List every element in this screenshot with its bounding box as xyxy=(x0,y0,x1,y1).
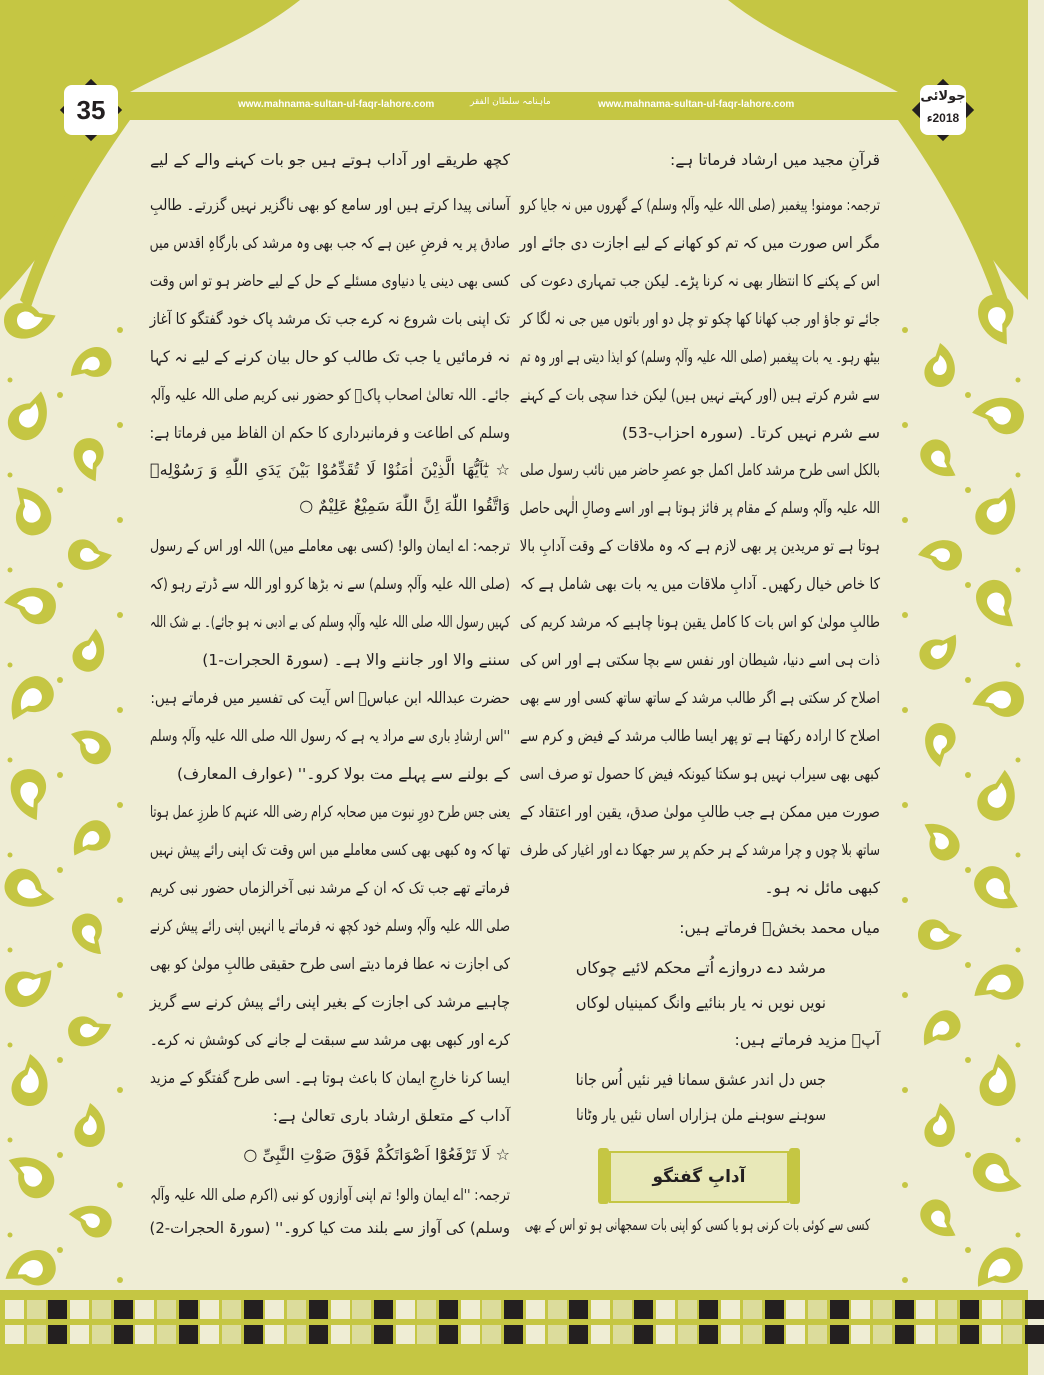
checker-square xyxy=(548,1300,567,1319)
text-line: وسلم کی اطاعت و فرمانبرداری کا حکم ان الفاظ میں فرماتا ہے: xyxy=(149,424,510,442)
checker-square xyxy=(179,1300,198,1319)
text-line: ہوتا ہے تو مریدین پر بھی لازم ہے کہ وہ ملاقات کے وقت آدابِ بالا xyxy=(519,537,880,555)
text-line: آسانی پیدا کرتے ہیں اور سامع کو بھی ناگزیر نہیں گزرتے۔ طالبِ xyxy=(149,196,510,214)
checker-square xyxy=(287,1325,306,1344)
checker-square xyxy=(895,1300,914,1319)
checker-square xyxy=(92,1325,111,1344)
text-line: نہ فرمائیں یا جب تک طالب کو حال بیان کرنے کے لیے نہ کہا xyxy=(149,348,510,366)
checker-square xyxy=(287,1300,306,1319)
checker-square xyxy=(92,1300,111,1319)
text-line: صادق پر یہ فرضِ عین ہے کہ جب بھی وہ مرشد کی بارگاہِ اقدس میں xyxy=(149,234,510,252)
checker-square xyxy=(613,1325,632,1344)
right-paisley-border xyxy=(902,289,1030,1348)
checker-square xyxy=(417,1325,436,1344)
text-line: اللہ علیہ وآلہٖ وسلم کے مقام پر فائز ہوتا ہے اور اسے وصالِ الٰہی حاصل xyxy=(519,499,880,517)
text-line: اس کے پکنے کا انتظار بھی نہ کرنا پڑے۔ لیکن جب تمہاری دعوت کی xyxy=(519,272,880,290)
checker-square xyxy=(200,1325,219,1344)
checker-square xyxy=(613,1300,632,1319)
checker-square xyxy=(265,1300,284,1319)
website-url-right: www.mahnama-sultan-ul-faqr-lahore.com xyxy=(598,99,795,110)
checker-square xyxy=(504,1325,523,1344)
checker-square xyxy=(526,1300,545,1319)
checker-square xyxy=(656,1325,675,1344)
checker-square xyxy=(699,1325,718,1344)
poem-line: جس دل اندر عشق سمانا فیر نئیں اُس جانا xyxy=(575,1070,826,1089)
checker-square xyxy=(699,1300,718,1319)
checker-square xyxy=(656,1300,675,1319)
checker-square xyxy=(982,1300,1001,1319)
checker-square xyxy=(916,1325,935,1344)
checker-square xyxy=(114,1325,133,1344)
checker-square xyxy=(352,1325,371,1344)
text-line: مگر اس صورت میں کہ تم کو کھانے کے لیے اجازت دی جائے اور xyxy=(519,234,880,252)
text-line: ترجمہ: ''اے ایمان والو! تم اپنی آوازوں کو نبی (اکرم صلی اللہ علیہ وآلہٖ xyxy=(150,1186,510,1204)
text-line: کبھی مائل نہ ہو۔ xyxy=(764,879,880,897)
text-line: طالبِ مولیٰ کو اس بات کا کامل یقین ہونا چاہیے کہ مرشد کریم کی xyxy=(520,613,880,631)
checker-square xyxy=(721,1325,740,1344)
checker-square xyxy=(1003,1325,1022,1344)
checker-square xyxy=(439,1300,458,1319)
checker-square xyxy=(352,1300,371,1319)
checker-square xyxy=(135,1300,154,1319)
poem-line: مرشد دے دروازے اُتے محکم لائیے چوکاں xyxy=(575,958,826,977)
text-line: (صلی اللہ علیہ وآلہٖ وسلم) سے نہ بڑھا کرو اور اللہ سے ڈرتے رہو (کہ xyxy=(149,575,510,593)
text-line: جائے تو جاؤ اور جب کھانا کھا چکو تو چل دو اور باتوں میں جی نہ لگا کر xyxy=(520,310,880,328)
text-line: اصلاح کا ارادہ رکھتا ہے تو پھر ایسا طالب مرشد کے فیض و کرم سے xyxy=(519,727,880,745)
text-line: ذات ہی اسے دنیا، شیطان اور نفس سے بچا سکتی ہے اور اس کی xyxy=(519,651,880,669)
poem-line: سوہنے سوہنے ملن ہزاراں اساں نئیں یار وٹانا xyxy=(576,1105,826,1124)
checker-square xyxy=(526,1325,545,1344)
checker-square xyxy=(157,1325,176,1344)
issue-month: جولائی xyxy=(920,89,966,104)
checker-square xyxy=(851,1325,870,1344)
text-line: اصلاح کر سکتی ہے اگر طالب مرشد کے ساتھ ساتھ کسی اور سے بھی xyxy=(519,689,880,707)
checker-square xyxy=(48,1300,67,1319)
text-line: کہیں رسول اللہ صلی اللہ علیہ وآلہٖ وسلم کی بے ادبی نہ ہو جائے)۔ بے شک اللہ xyxy=(149,613,510,631)
text-line: کسی بھی دینی یا دنیاوی مسئلے کے حل کے لیے حاضر ہو تو اس وقت xyxy=(149,272,510,290)
checker-square xyxy=(244,1300,263,1319)
text-line: کبھی بھی سیراب نہیں ہو سکتا کیونکہ فیض کا حصول تو صرف اسی xyxy=(519,765,880,783)
website-url-left: www.mahnama-sultan-ul-faqr-lahore.com xyxy=(238,99,435,110)
quran-verse-line: ☆ لَا تَرْفَعُوْٓا اَصْوَاتَكُمْ فَوْقَ صَوْتِ النَّبِیِّ ○ xyxy=(243,1145,510,1164)
text-line: کی اجازت نہ عطا فرما دیتے اسی طرح حقیقی طالبِ مولیٰ کو بھی xyxy=(149,955,510,973)
checker-square xyxy=(1025,1300,1044,1319)
checker-square xyxy=(482,1325,501,1344)
text-line: وسلم) کی آواز سے بلند مت کیا کرو۔'' (سورۃ الحجرات-2) xyxy=(149,1219,510,1237)
checker-square xyxy=(5,1325,24,1344)
text-line: ایسا کرنا خارجِ ایمان کا باعث ہوتا ہے۔ اسی طرح گفتگو کے مزید xyxy=(149,1069,510,1087)
checker-square xyxy=(634,1325,653,1344)
checker-square xyxy=(27,1325,46,1344)
text-line: تک اپنی بات شروع نہ کرے جب تک مرشد پاک خود گفتگو کا آغاز xyxy=(149,310,511,328)
quran-verse-line: ☆ یٰٓاَیُّهَا الَّذِیْنَ اٰمَنُوْا لَا تُقَدِّمُوْا بَیْنَ یَدَیِ اللّٰهِ وَ رَسُوْلِهٖ xyxy=(150,460,510,479)
checker-square xyxy=(461,1300,480,1319)
checker-square xyxy=(309,1300,328,1319)
checker-square xyxy=(331,1300,350,1319)
checker-square xyxy=(765,1325,784,1344)
checker-square xyxy=(396,1325,415,1344)
checker-square xyxy=(48,1325,67,1344)
text-line: کرے اور کبھی بھی مرشد سے سبقت لے جانے کی کوشش نہ کرے۔ xyxy=(149,1031,510,1049)
quran-verse-line: وَاتَّقُوا اللّٰهَ اِنَّ اللّٰهَ سَمِیْعٌ عَلِیْمٌ ○ xyxy=(299,496,510,515)
left-column xyxy=(150,0,510,1300)
checker-square xyxy=(27,1300,46,1319)
checker-square xyxy=(830,1300,849,1319)
checker-square xyxy=(960,1325,979,1344)
text-line: کے بولنے سے پہلے مت بولا کرو۔'' (عوارف المعارف) xyxy=(176,765,510,783)
poem-line: نویں نویں نہ یار بنائیے وانگ کمینیاں لوکاں xyxy=(575,993,826,1012)
checker-square xyxy=(70,1325,89,1344)
text-line: قرآنِ مجید میں ارشاد فرماتا ہے: xyxy=(670,151,880,169)
text-line: صورت میں ممکن ہے جب طالبِ مولیٰ صدق، یقین اور اعتقاد کے xyxy=(519,803,880,821)
text-line: کا خاص خیال رکھیں۔ آدابِ ملاقات میں یہ بات بھی شامل ہے کہ xyxy=(519,575,880,593)
text-line: ترجمہ: مومنو! پیغمبر (صلی اللہ علیہ وآلہٖ وسلم) کے گھروں میں نہ جایا کرو xyxy=(519,196,880,214)
checker-square xyxy=(222,1325,241,1344)
checker-square xyxy=(396,1300,415,1319)
checker-square xyxy=(678,1325,697,1344)
section-title: آدابِ گفتگو xyxy=(609,1151,789,1203)
checker-square xyxy=(417,1300,436,1319)
checker-square xyxy=(1003,1300,1022,1319)
page-number: 35 xyxy=(76,95,106,125)
checker-square xyxy=(265,1325,284,1344)
checker-square xyxy=(244,1325,263,1344)
bottom-checker-band xyxy=(0,1290,1028,1375)
text-line: سے شرم نہیں کرتا۔ (سورہ احزاب-53) xyxy=(621,424,880,442)
section-title-box xyxy=(598,1148,800,1204)
checker-square xyxy=(331,1325,350,1344)
issue-year: 2018ء xyxy=(926,111,960,125)
checker-square xyxy=(461,1325,480,1344)
checker-square xyxy=(222,1300,241,1319)
checker-square xyxy=(830,1325,849,1344)
checker-square xyxy=(938,1300,957,1319)
checker-square xyxy=(765,1300,784,1319)
checker-square xyxy=(70,1300,89,1319)
checker-square xyxy=(808,1325,827,1344)
checker-square xyxy=(114,1300,133,1319)
checker-square xyxy=(504,1300,523,1319)
poem-intro: آپؒ مزید فرماتے ہیں: xyxy=(734,1031,880,1049)
text-line: آداب کے متعلق ارشاد باری تعالیٰ ہے: xyxy=(272,1107,510,1125)
checker-square xyxy=(851,1300,870,1319)
text-line: تھا کہ وہ کبھی بھی کسی معاملے میں اس وقت تک اپنی رائے پیش نہیں xyxy=(149,841,510,859)
text-line: فرماتے تھے جب تک کہ ان کے مرشد نبی آخرالزماں حضور نبی کریم xyxy=(149,879,510,897)
checker-square xyxy=(135,1325,154,1344)
checker-square xyxy=(591,1325,610,1344)
closing-line: کسی سے کوئی بات کرنی ہو یا کسی کو اپنی بات سمجھانی ہو تو اس کے بھی xyxy=(524,1216,870,1234)
text-line: جائے۔ اللہ تعالیٰ اصحاب پاکؓ کو حضور نبی کریم صلی اللہ علیہ وآلہٖ xyxy=(149,386,510,404)
text-line: کچھ طریقے اور آداب ہوتے ہیں جو بات کہنے والے کے لیے xyxy=(150,151,510,169)
checker-square xyxy=(634,1300,653,1319)
checker-square xyxy=(786,1300,805,1319)
text-line: بالکل اسی طرح مرشد کامل اکمل جو عصرِ حاضر میں نائب رسول صلی xyxy=(520,461,880,479)
magazine-logo: ماہنامہ سلطان الفقر xyxy=(470,97,551,107)
checker-square xyxy=(374,1300,393,1319)
checker-square xyxy=(569,1300,588,1319)
checker-square xyxy=(960,1300,979,1319)
text-line: یعنی جس طرح دورِ نبوت میں صحابہ کرام رضی اللہ عنہم کا طرزِ عمل ہوتا xyxy=(149,803,510,821)
checker-square xyxy=(721,1300,740,1319)
checker-square xyxy=(1025,1325,1044,1344)
text-line: ساتھ بلا چوں و چرا مرشد کے ہر حکم پر سر جھکا دے اور اغیار کی طرف xyxy=(519,841,880,859)
checker-square xyxy=(982,1325,1001,1344)
checker-square xyxy=(309,1325,328,1344)
checker-square xyxy=(591,1300,610,1319)
checker-square xyxy=(569,1325,588,1344)
text-line: ''اس ارشادِ باری سے مراد یہ ہے کہ رسول اللہ صلی اللہ علیہ وآلہٖ وسلم xyxy=(149,727,510,745)
checker-square xyxy=(786,1325,805,1344)
text-line: حضرت عبداللہ ابن عباسؓ اس آیت کی تفسیر میں فرماتے ہیں: xyxy=(150,689,511,707)
text-line: سننے والا اور جاننے والا ہے۔ (سورۃ الحجرات-1) xyxy=(202,651,510,669)
text-line: صلی اللہ علیہ وآلہٖ وسلم خود کچھ نہ فرماتے یا انہیں اپنی رائے پیش کرنے xyxy=(149,917,510,935)
checker-square xyxy=(179,1325,198,1344)
checker-square xyxy=(439,1325,458,1344)
checker-square xyxy=(200,1300,219,1319)
checker-square xyxy=(873,1325,892,1344)
checker-square xyxy=(5,1300,24,1319)
checker-square xyxy=(916,1300,935,1319)
checker-square xyxy=(374,1325,393,1344)
checker-square xyxy=(743,1300,762,1319)
text-line: میاں محمد بخشؒ فرماتے ہیں: xyxy=(679,919,880,937)
checker-square xyxy=(938,1325,957,1344)
text-line: بیٹھ رہو۔ یہ بات پیغمبر (صلی اللہ علیہ وآلہٖ وسلم) کو ایذا دیتی ہے اور وہ تم xyxy=(520,348,880,366)
checker-square xyxy=(482,1300,501,1319)
checker-square xyxy=(743,1325,762,1344)
checker-square xyxy=(895,1325,914,1344)
checker-square xyxy=(548,1325,567,1344)
text-line: سے شرم کرتے ہیں (اور کہتے نہیں ہیں) لیکن خدا سچی بات کے کہنے xyxy=(519,386,880,404)
checker-square xyxy=(808,1300,827,1319)
text-line: ترجمہ: اے ایمان والو! (کسی بھی معاملے میں) اللہ اور اس کے رسول xyxy=(150,537,510,555)
checker-square xyxy=(678,1300,697,1319)
checker-square xyxy=(157,1300,176,1319)
left-paisley-border xyxy=(0,297,123,1348)
text-line: چاہیے مرشد کی اجازت کے بغیر اپنی رائے پیش کرنے سے گریز xyxy=(149,993,510,1011)
checker-square xyxy=(873,1300,892,1319)
